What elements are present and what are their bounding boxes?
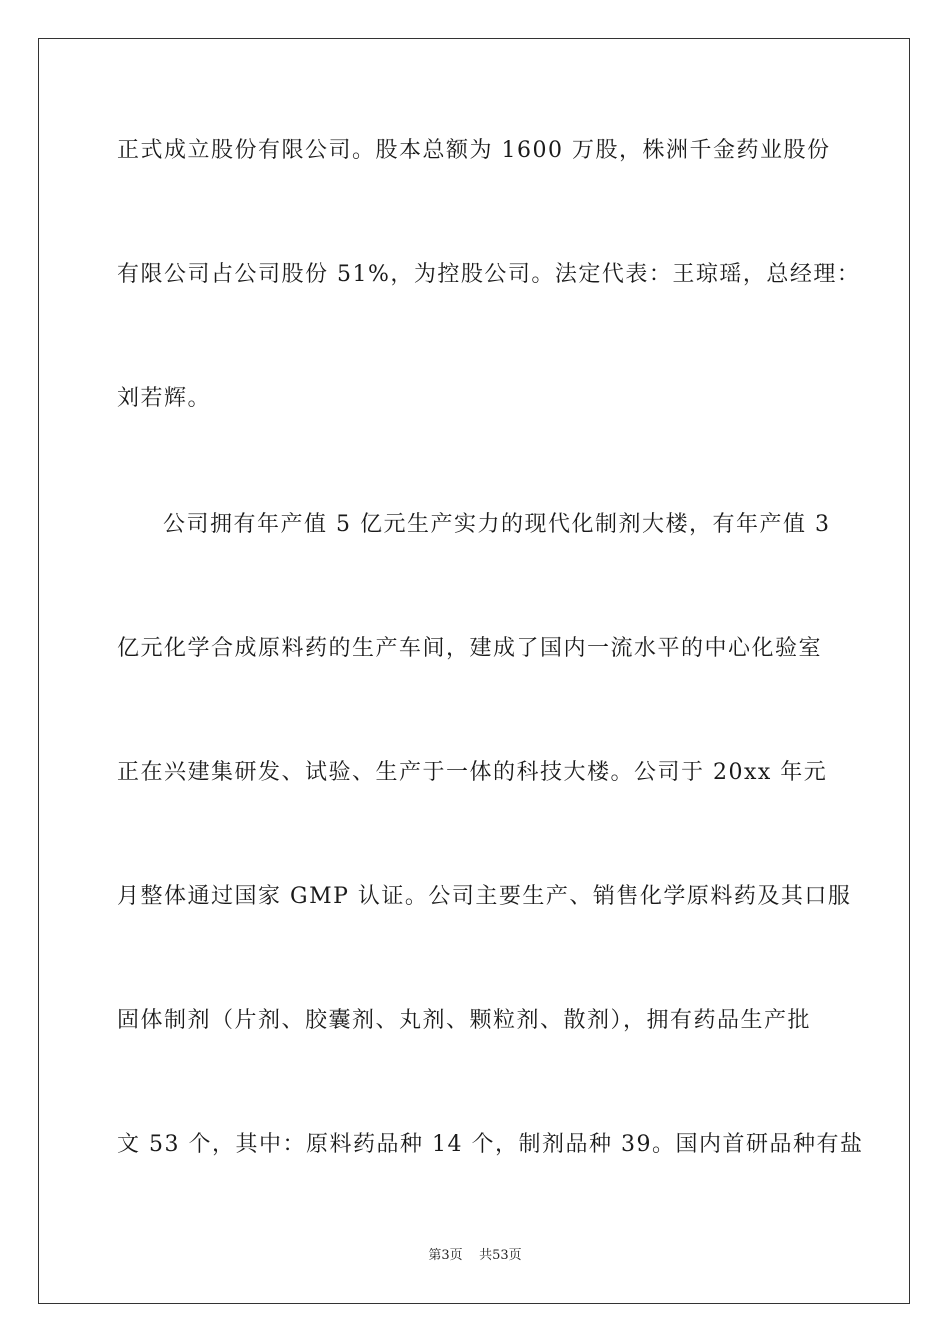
text-line-3: 刘若辉。	[117, 386, 212, 411]
text-line-2: 有限公司占公司股份 51%，为控股公司。法定代表：王琼瑶，总经理：	[117, 262, 861, 287]
page-total: 共53页	[479, 1248, 522, 1263]
text-line-1: 正式成立股份有限公司。股本总额为 1600 万股，株洲千金药业股份	[117, 138, 831, 163]
page-border	[38, 38, 910, 1304]
text-line-8: 固体制剂（片剂、胶囊剂、丸剂、颗粒剂、散剂），拥有药品生产批	[117, 1008, 812, 1033]
page-footer	[0, 1248, 950, 1264]
text-line-4-paragraph-start: 公司拥有年产值 5 亿元生产实力的现代化制剂大楼，有年产值 3	[163, 512, 831, 537]
text-line-9: 文 53 个，其中：原料药品种 14 个，制剂品种 39。国内首研品种有盐	[117, 1132, 864, 1157]
page-number: 第3页	[428, 1248, 463, 1263]
text-line-5: 亿元化学合成原料药的生产车间，建成了国内一流水平的中心化验室	[117, 636, 823, 661]
text-line-6: 正在兴建集研发、试验、生产于一体的科技大楼。公司于 20xx 年元	[117, 760, 828, 785]
text-line-7: 月整体通过国家 GMP 认证。公司主要生产、销售化学原料药及其口服	[117, 884, 852, 909]
